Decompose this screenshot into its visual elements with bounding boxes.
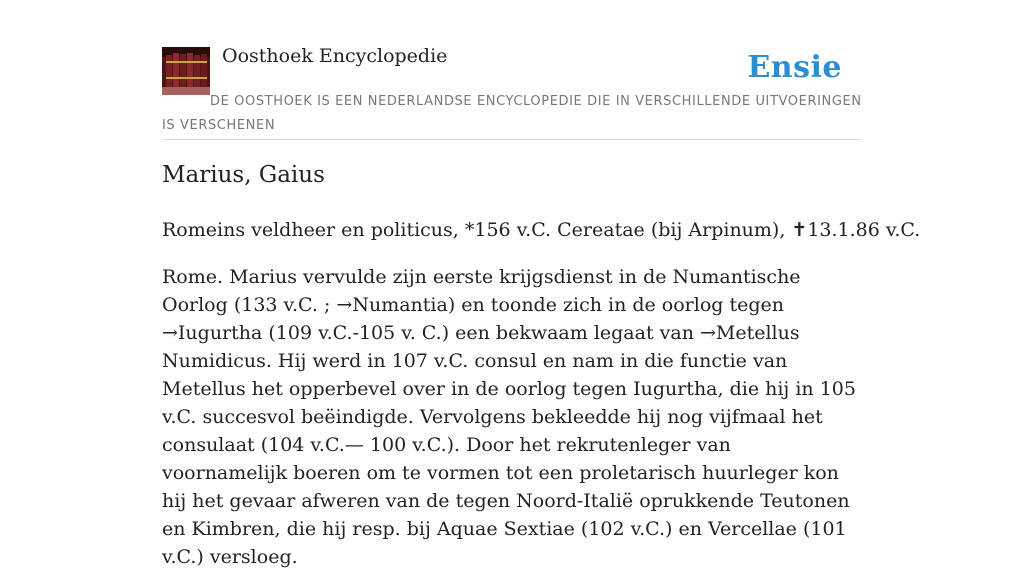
article-body: Rome. Marius vervulde zijn eerste krijgsdienst in de Numantische Oorlog (133 v.C. ; →Numantia) en toonde zich in de oorlog tegen →Iugurtha (109 v.C.-105 v. C.) een bekwaam legaat van →Metellus Numidicus. Hij werd in 107 v.C. consul en nam in die functie van Metellus het opperbevel over in de oorlog tegen Iugurtha, die hij in 105 v.C. succesvol beëindigde. Vervolgens bekleedde hij nog vijfmaal het consulaat (104 v.C.— 100 v.C.). Door het rekrutenleger van voornamelijk boeren om te vormen tot een proletarisch huurleger kon hij het gevaar afweren van de tegen Noord-Italië oprukkende Teutonen en Kimbren, die hij resp. bij Aquae Sextiae (102 v.C.) en Vercellae (101 v.C.) versloeg. bbox=[162, 266, 856, 568]
page-container bbox=[162, 0, 921, 568]
header bbox=[162, 0, 862, 140]
article-lead: Romeins veldheer en politicus, *156 v.C. Cereatae (bij Arpinum), ✝13.1.86 v.C. bbox=[162, 219, 921, 241]
encyclopedia-books-icon bbox=[162, 47, 210, 95]
site-name[interactable]: Oosthoek Encyclopedie bbox=[222, 45, 448, 67]
avatar[interactable] bbox=[162, 47, 210, 95]
article-title: Marius, Gaius bbox=[162, 162, 325, 188]
header-divider bbox=[162, 139, 862, 140]
brand-logo[interactable]: Ensie bbox=[747, 50, 842, 85]
site-tagline: DE OOSTHOEK IS EEN NEDERLANDSE ENCYCLOPEDIE DIE IN VERSCHILLENDE UITVOERINGEN IS VERSCHENEN bbox=[162, 94, 862, 133]
